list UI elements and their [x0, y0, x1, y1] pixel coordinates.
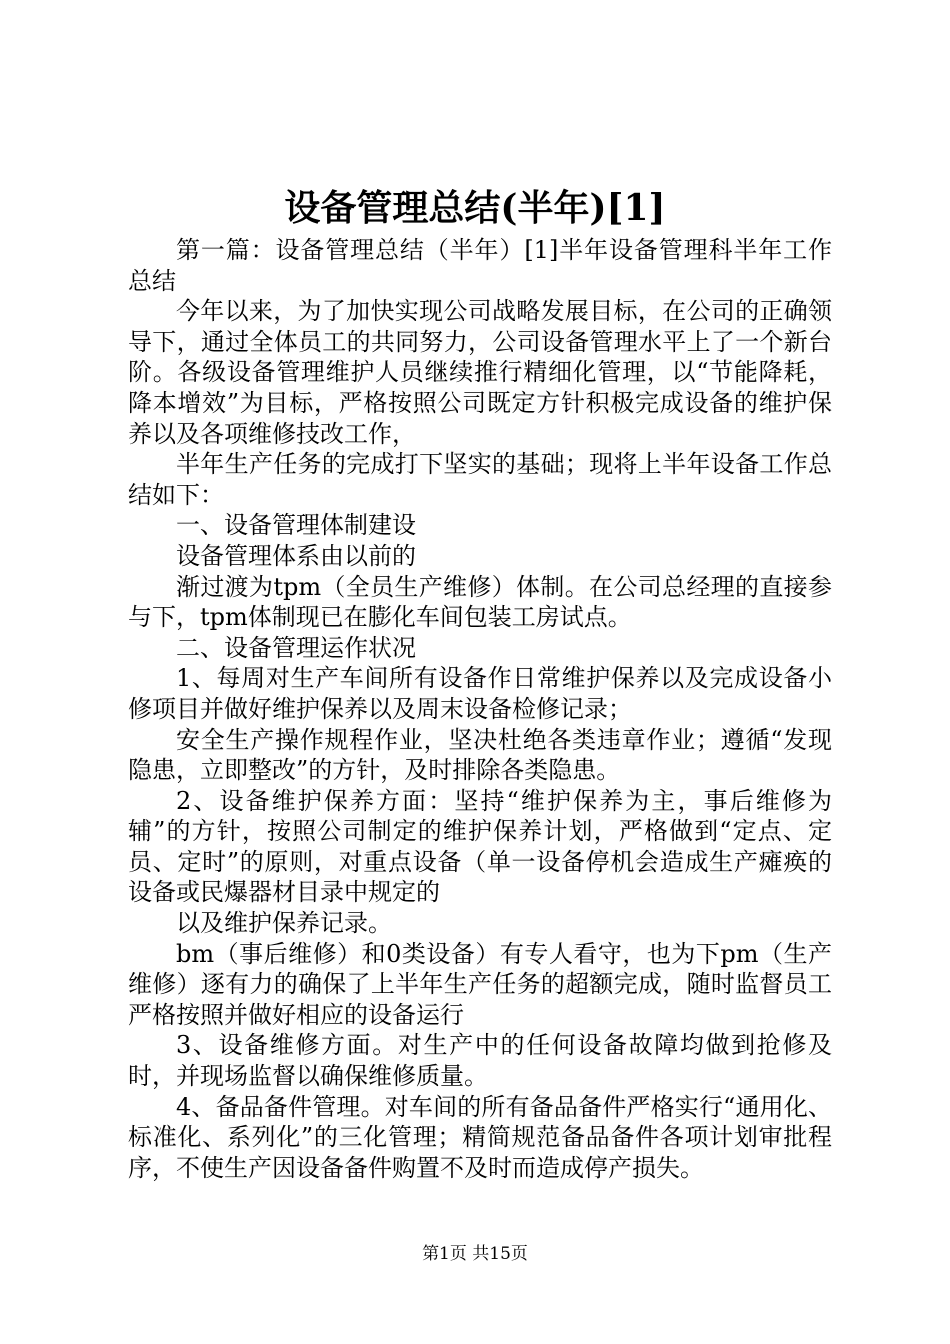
paragraph: 1、每周对生产车间所有设备作日常维护保养以及完成设备小修项目并做好维护保养以及周末设备检修记录；: [128, 664, 832, 723]
paragraph: 3、设备维修方面。对生产中的任何设备故障均做到抢修及时，并现场监督以确保维修质量。: [128, 1031, 832, 1091]
section-heading: 一、设备管理体制建设: [176, 511, 416, 540]
paragraph: 2、设备维护保养方面：坚持“维护保养为主，事后维修为辅”的方针，按照公司制定的维护保养计划，严格做到“定点、定员、定时”的原则，对重点设备（单一设备停机会造成生产瘫痪的设备或民爆器材目录中规定的: [128, 786, 832, 907]
section-heading: 二、设备管理运作状况: [176, 633, 416, 662]
paragraph: 4、备品备件管理。对车间的所有备品备件严格实行“通用化、标准化、系列化”的三化管理；精简规范备品备件各项计划审批程序，不使生产因设备备件购置不及时而造成停产损失。: [128, 1092, 832, 1182]
paragraph: 以及维护保养记录。: [176, 909, 392, 938]
paragraph: 半年生产任务的完成打下坚实的基础；现将上半年设备工作总结如下：: [128, 450, 832, 509]
document-title: 设备管理总结(半年)[1]: [284, 187, 666, 229]
paragraph: 设备管理体系由以前的: [176, 541, 416, 570]
paragraph: 渐过渡为tpm（全员生产维修）体制。在公司总经理的直接参与下，tpm体制现已在膨化车间包装工房试点。: [128, 572, 832, 632]
paragraph: 今年以来，为了加快实现公司战略发展目标，在公司的正确领导下，通过全体员工的共同努力，公司设备管理水平上了一个新台阶。各级设备管理维护人员继续推行精细化管理，以“节能降耗，降本增效”为目标，严格按照公司既定方针积极完成设备的维护保养以及各项维修技改工作，: [128, 297, 832, 448]
paragraph: bm（事后维修）和0类设备）有专人看守，也为下pm（生产维修）逐有力的确保了上半年生产任务的超额完成，随时监督员工严格按照并做好相应的设备运行: [128, 939, 832, 1029]
paragraph: 第一篇：设备管理总结（半年）[1]半年设备管理科半年工作总结: [128, 236, 832, 295]
page-number-footer: 第1页 共15页: [422, 1244, 528, 1264]
paragraph: 安全生产操作规程作业，坚决杜绝各类违章作业；遵循“发现隐患，立即整改”的方针，及时排除各类隐患。: [128, 725, 832, 785]
document-body: [128, 235, 832, 1183]
